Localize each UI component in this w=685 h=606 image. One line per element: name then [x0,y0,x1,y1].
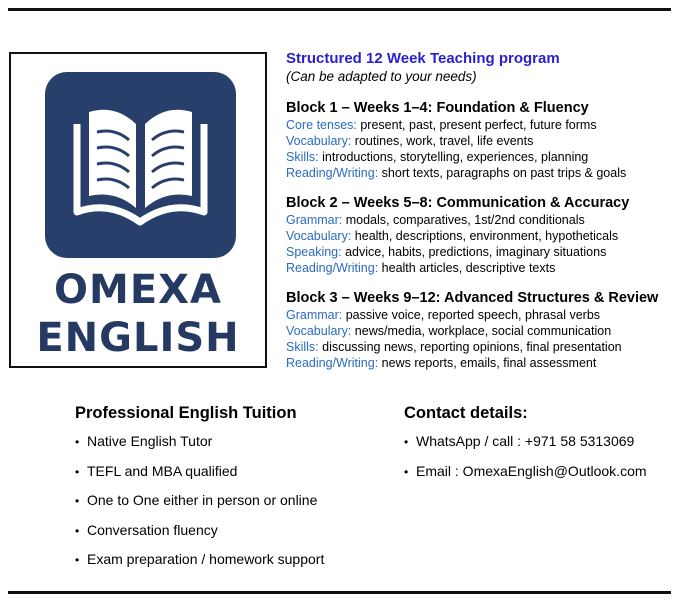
line-key: Vocabulary: [286,134,352,148]
program-subtitle: (Can be adapted to your needs) [286,69,477,84]
tuition-item-text: Exam preparation / homework support [87,551,325,567]
block-title: Block 2 – Weeks 5–8: Communication & Accuracy [286,195,630,211]
line-key: Vocabulary: [286,229,352,243]
block-line [286,260,681,276]
line-text: discussing news, reporting opinions, final presentation [318,340,622,354]
block-line [286,165,681,181]
block-title: Block 3 – Weeks 9–12: Advanced Structures & Review [286,290,659,306]
contact-item-phone [404,432,679,451]
line-key: Reading/Writing: [286,356,379,370]
top-divider [8,8,671,11]
bullet-icon: • [75,464,80,479]
open-book-icon [45,72,236,258]
line-text: health, descriptions, environment, hypotheticals [351,229,619,243]
block-line [286,228,681,244]
bullet-icon: • [404,464,409,479]
line-text: news reports, emails, final assessment [378,356,597,370]
tuition-item-text: Native English Tutor [87,433,213,449]
bullet-icon: • [75,435,80,449]
tuition-item [75,550,385,569]
logo-panel [9,52,267,368]
line-text: news/media, workplace, social communication [351,324,612,338]
logo-text-omexa: OMEXA [54,267,222,313]
program-block-3 [286,290,681,371]
bullet-icon: • [75,523,80,538]
bullet-icon: • [75,553,80,567]
block-line [286,117,681,133]
tuition-item-text: One to One either in person or online [87,492,318,508]
line-text: health articles, descriptive texts [378,261,556,275]
block-line [286,355,681,371]
block-line [286,149,681,165]
line-key: Reading/Writing: [286,166,379,180]
tuition-item [75,521,385,540]
bottom-divider [8,591,671,594]
tuition-item-text: TEFL and MBA qualified [87,462,238,479]
line-text: advice, habits, predictions, imaginary situations [341,245,607,259]
block-line [286,339,681,355]
bullet-icon: • [404,435,409,449]
logo-text-english: ENGLISH [36,315,240,361]
tuition-section [75,402,385,580]
line-key: Grammar: [286,213,343,227]
program-section [286,50,681,385]
tuition-title: Professional English Tuition [75,404,297,422]
line-key: Skills: [286,150,319,164]
tuition-item-text: Conversation fluency [87,521,218,538]
block-line [286,307,681,323]
line-key: Grammar: [286,308,343,322]
bullet-icon: • [75,494,80,508]
line-text: introductions, storytelling, experiences, planning [318,150,589,164]
line-key: Vocabulary: [286,324,352,338]
block-line [286,323,681,339]
contact-item-text: Email : OmexaEnglish@Outlook.com [416,462,647,479]
line-key: Skills: [286,340,319,354]
block-line [286,244,681,260]
tuition-item [75,462,385,481]
line-text: routines, work, travel, life events [351,134,534,148]
tuition-item [75,432,385,451]
line-text: present, past, present perfect, future forms [356,118,597,132]
tuition-item [75,491,385,510]
line-key: Reading/Writing: [286,261,379,275]
contact-item-email [404,462,679,481]
block-title: Block 1 – Weeks 1–4: Foundation & Fluency [286,100,589,116]
program-title: Structured 12 Week Teaching program [286,50,560,67]
line-key: Core tenses: [286,118,357,132]
contact-section [404,402,679,491]
block-line [286,212,681,228]
contact-title: Contact details: [404,404,528,422]
program-block-1 [286,100,681,181]
block-line [286,133,681,149]
contact-item-text: WhatsApp / call : +971 58 5313069 [416,433,635,449]
line-key: Speaking: [286,245,342,259]
line-text: modals, comparatives, 1st/2nd conditionals [342,213,585,227]
line-text: passive voice, reported speech, phrasal verbs [342,308,601,322]
logo-tile [45,72,236,258]
line-text: short texts, paragraphs on past trips & goals [378,166,627,180]
program-block-2 [286,195,681,276]
